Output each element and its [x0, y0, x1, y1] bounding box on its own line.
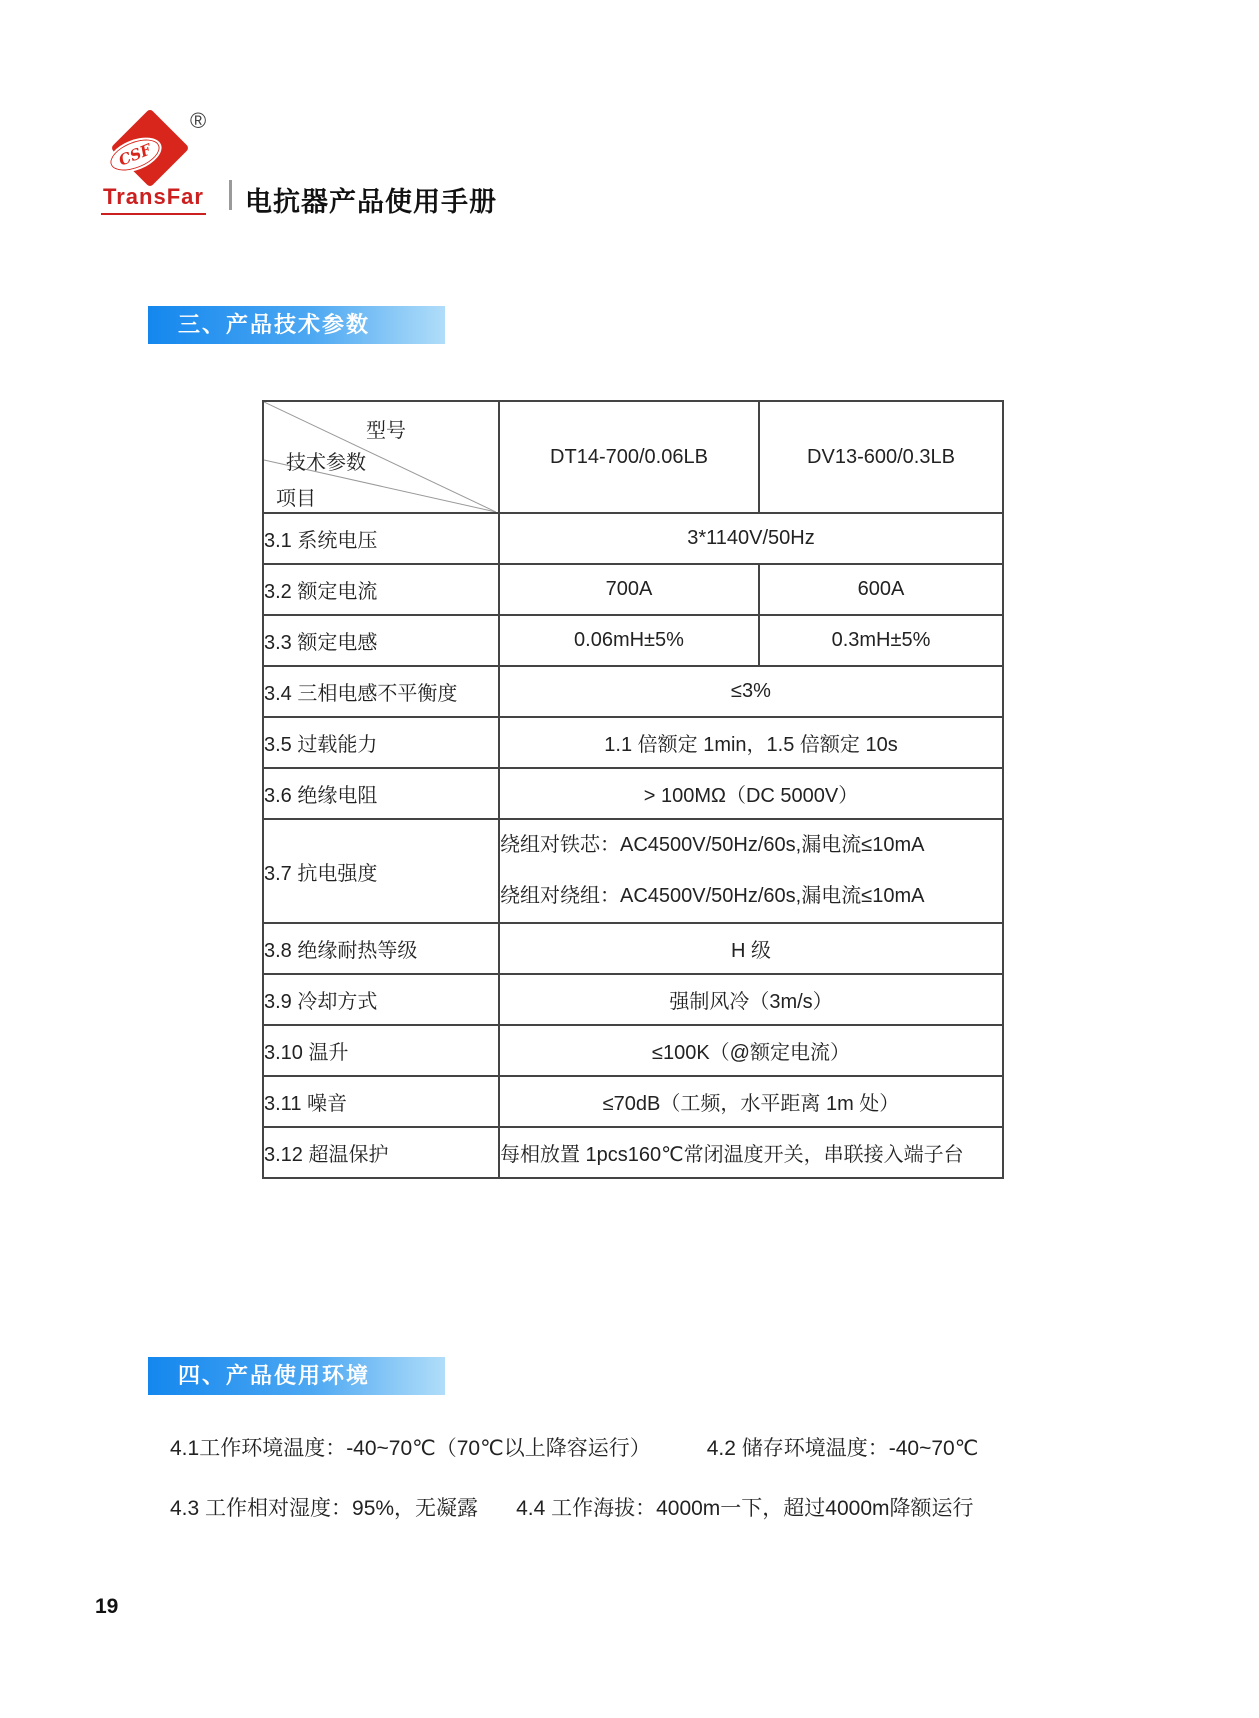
param-label: 3.3 额定电感 — [263, 615, 499, 666]
param-value-model-2: 0.3mH±5% — [759, 615, 1003, 666]
document-title: 电抗器产品使用手册 — [245, 187, 497, 217]
param-value-model-2: 600A — [759, 564, 1003, 615]
env-item-4-2: 4.2 储存环境温度：-40~70℃ — [706, 1437, 979, 1460]
table-row — [263, 974, 1003, 1025]
page-number: 19 — [95, 1595, 119, 1618]
param-label: 3.10 温升 — [263, 1025, 499, 1076]
document-header — [95, 100, 795, 220]
env-item-4-4: 4.4 工作海拔：4000m一下，超过4000m降额运行 — [516, 1497, 974, 1520]
param-value: 3*1140V/50Hz — [499, 513, 1003, 564]
dielectric-strength-line-1: 绕组对铁芯：AC4500V/50Hz/60s,漏电流≤10mA — [500, 834, 925, 856]
table-row — [263, 768, 1003, 819]
param-value: 1.1 倍额定 1min，1.5 倍额定 10s — [499, 717, 1003, 768]
param-value: > 100MΩ（DC 5000V） — [499, 768, 1003, 819]
brand-name: TransFar — [101, 184, 206, 215]
technical-parameters-table — [262, 400, 1004, 1179]
param-value — [499, 819, 1003, 923]
registered-trademark-icon: ® — [190, 108, 207, 133]
param-label: 3.9 冷却方式 — [263, 974, 499, 1025]
param-value: ≤70dB（工频，水平距离 1m 处） — [499, 1076, 1003, 1127]
table-header-row — [263, 401, 1003, 513]
param-label: 3.11 噪音 — [263, 1076, 499, 1127]
column-header-model-1: DT14-700/0.06LB — [499, 401, 759, 513]
param-value: 强制风冷（3m/s） — [499, 974, 1003, 1025]
param-value: 每相放置 1pcs160℃常闭温度开关，串联接入端子台 — [499, 1127, 1003, 1178]
corner-label-item: 项目 — [276, 488, 316, 510]
param-label: 3.1 系统电压 — [263, 513, 499, 564]
env-item-4-3: 4.3 工作相对湿度：95%，无凝露 — [170, 1497, 479, 1520]
table-row — [263, 564, 1003, 615]
param-value: ≤3% — [499, 666, 1003, 717]
table-row — [263, 513, 1003, 564]
brand-mark: CSF — [116, 140, 154, 170]
section-4-header: 四、产品使用环境 — [148, 1357, 445, 1395]
column-header-model-2: DV13-600/0.3LB — [759, 401, 1003, 513]
table-row — [263, 666, 1003, 717]
table-row — [263, 717, 1003, 768]
param-label: 3.8 绝缘耐热等级 — [263, 923, 499, 974]
param-label: 3.2 额定电流 — [263, 564, 499, 615]
param-label: 3.5 过载能力 — [263, 717, 499, 768]
param-label: 3.6 绝缘电阻 — [263, 768, 499, 819]
param-value-model-1: 700A — [499, 564, 759, 615]
environment-line-2 — [170, 1492, 1170, 1522]
param-label: 3.4 三相电感不平衡度 — [263, 666, 499, 717]
table-row — [263, 1025, 1003, 1076]
corner-header-cell — [263, 401, 499, 513]
param-value: ≤100K（@额定电流） — [499, 1025, 1003, 1076]
param-value-model-1: 0.06mH±5% — [499, 615, 759, 666]
dielectric-strength-line-2: 绕组对绕组：AC4500V/50Hz/60s,漏电流≤10mA — [500, 885, 925, 907]
env-item-4-1: 4.1工作环境温度：-40~70℃（70℃以上降容运行） — [170, 1437, 651, 1460]
param-label: 3.12 超温保护 — [263, 1127, 499, 1178]
corner-label-model: 型号 — [366, 420, 406, 442]
table-row — [263, 615, 1003, 666]
table-row — [263, 819, 1003, 923]
table-row — [263, 1076, 1003, 1127]
table-row — [263, 923, 1003, 974]
param-label: 3.7 抗电强度 — [263, 819, 499, 923]
section-3-header: 三、产品技术参数 — [148, 306, 445, 344]
header-divider — [229, 180, 232, 210]
corner-label-tech-params: 技术参数 — [286, 452, 366, 474]
param-value: H 级 — [499, 923, 1003, 974]
environment-line-1 — [170, 1432, 1170, 1462]
table-row — [263, 1127, 1003, 1178]
